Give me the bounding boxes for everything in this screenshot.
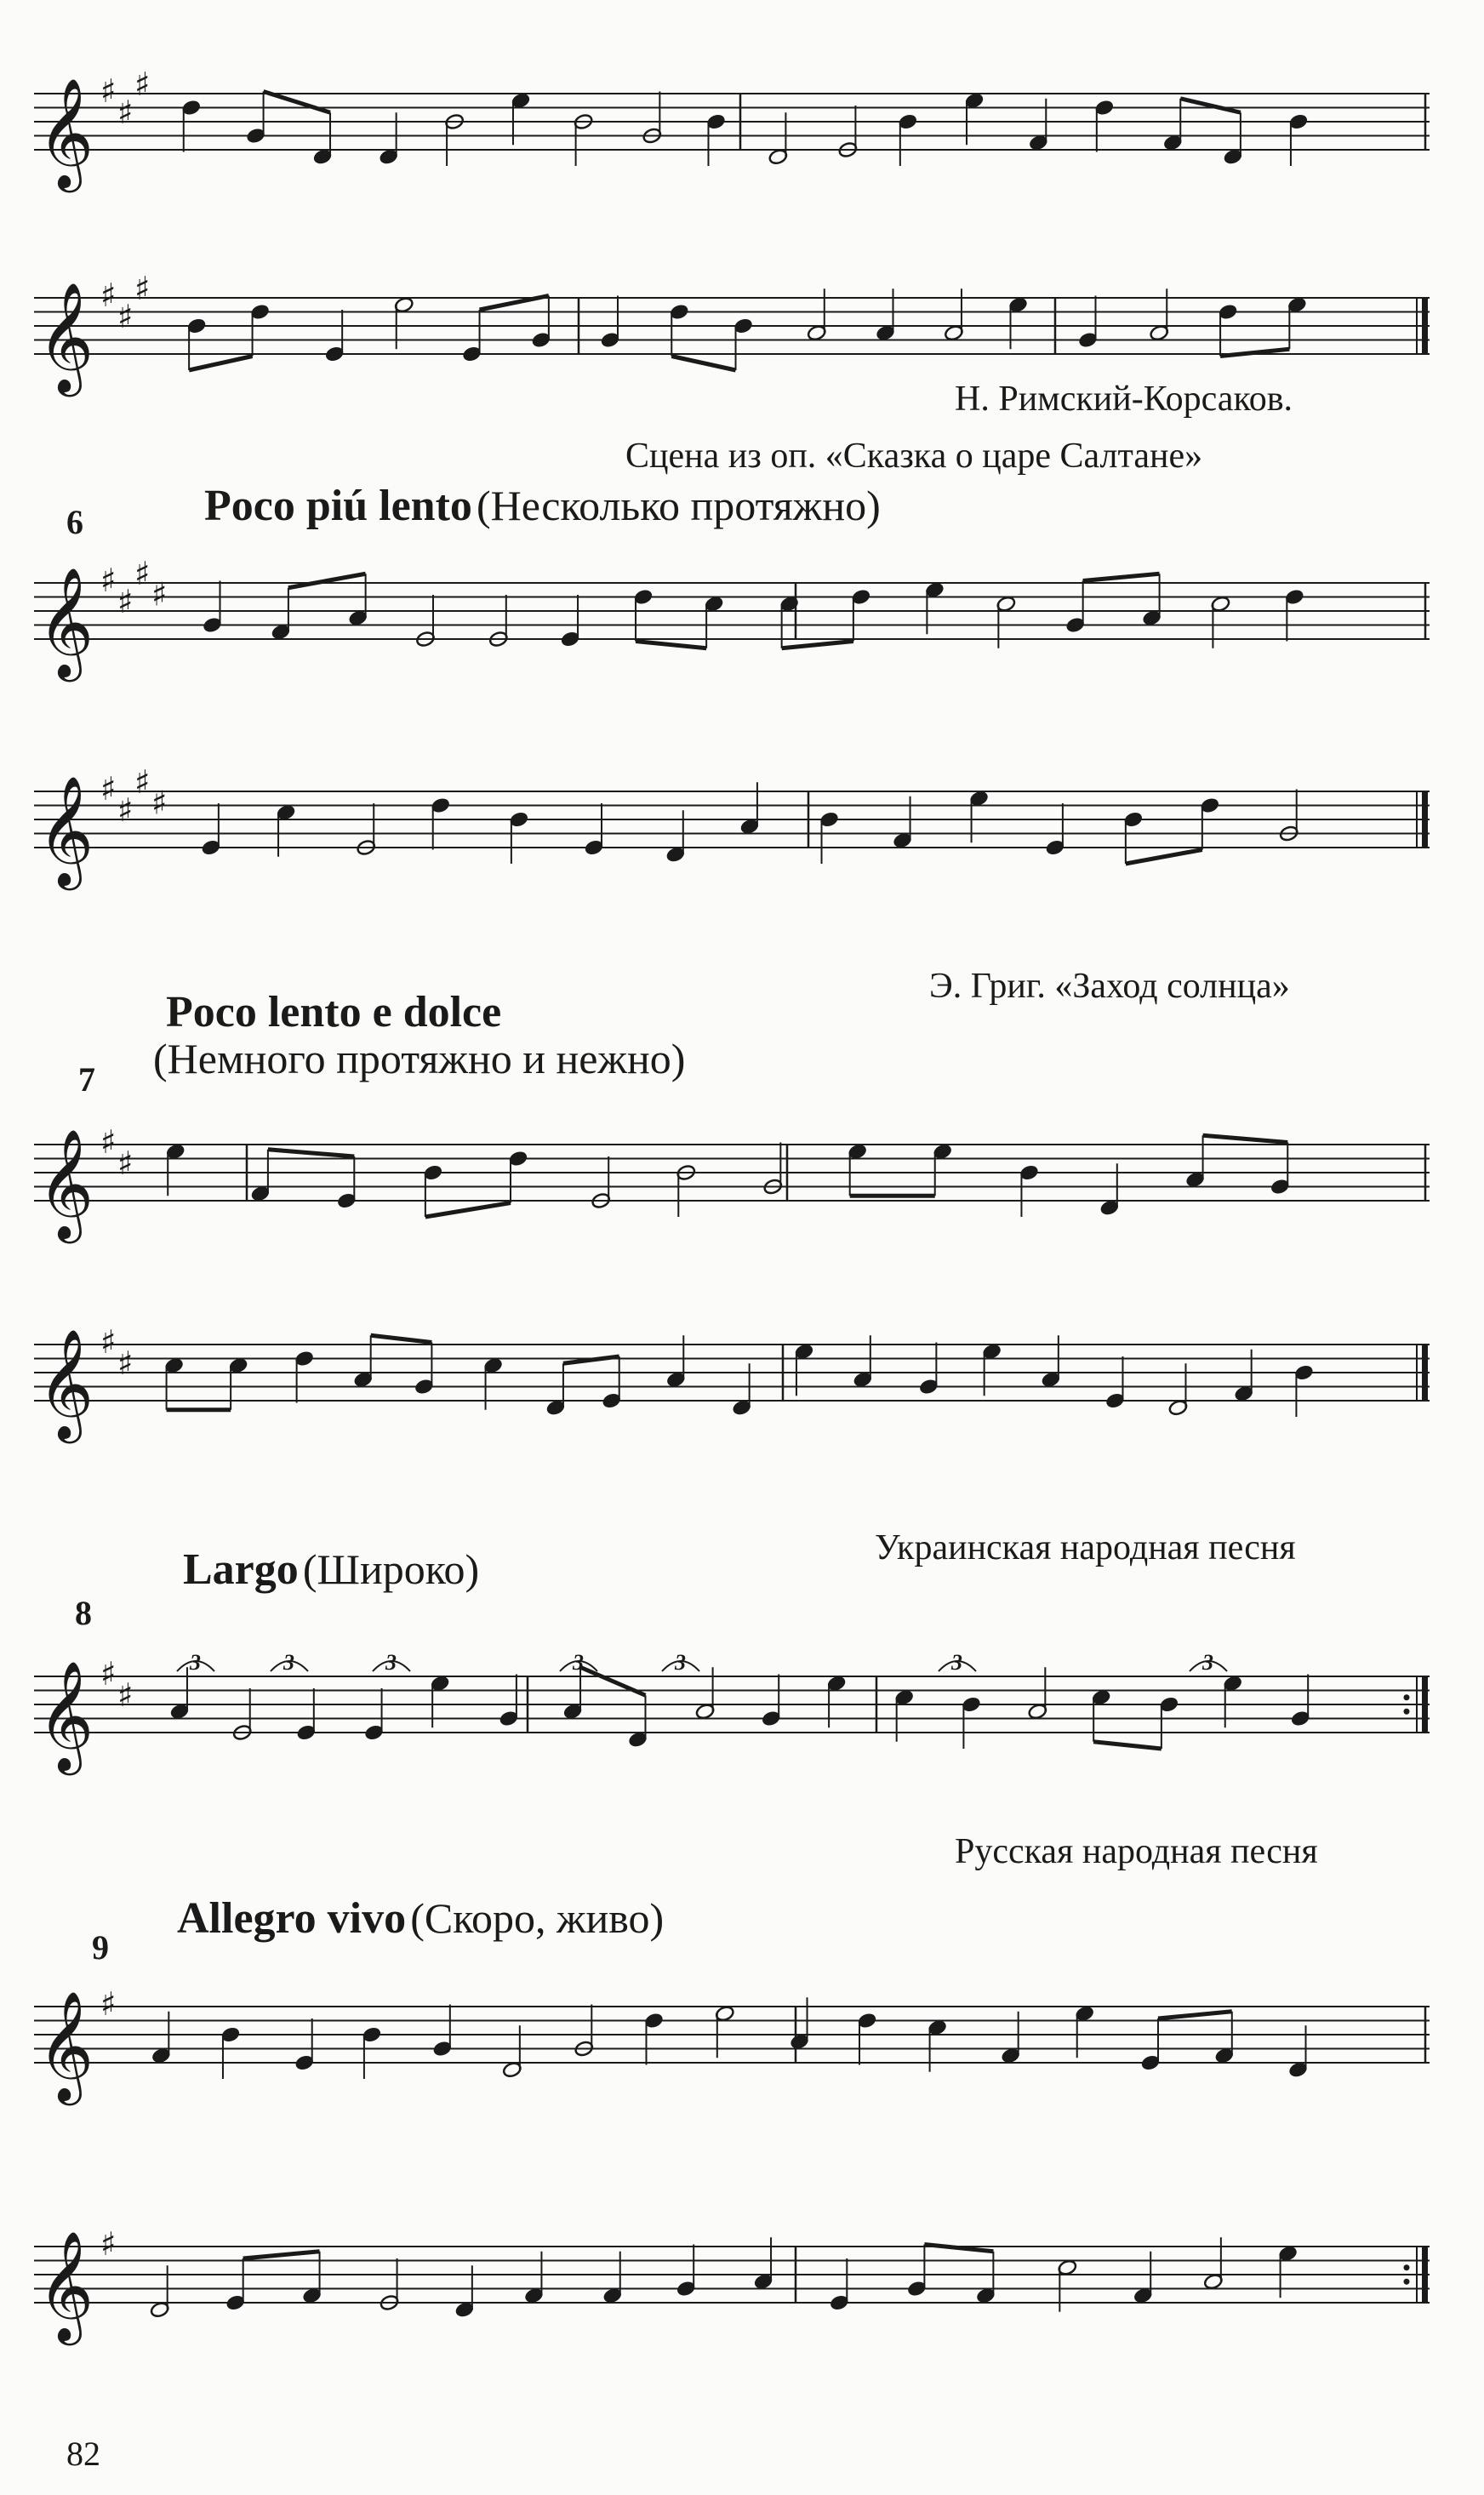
staff-p6-line2 [34,762,1447,886]
sharp-icon: ♯ [117,791,134,829]
note-beam [1180,99,1241,113]
treble-clef-icon: 𝄞 [37,282,94,392]
staff-svg [34,1650,1447,1771]
sharp-icon: ♯ [100,1655,117,1693]
note-beam [371,1335,432,1342]
note-beam [924,2245,993,2252]
staff-p7-line1 [34,1119,1447,1239]
composer-p6: Н. Римский-Корсаков. [955,380,1293,419]
sharp-icon: ♯ [117,582,134,620]
staff-svg [34,762,1447,886]
sharp-icon: ♯ [134,554,151,592]
tempo-line-p8 [183,1544,479,1595]
note-beam [268,1150,354,1156]
sharp-icon: ♯ [151,575,168,614]
composer-p9: Русская народная песня [955,1832,1318,1871]
composer-p7: Э. Григ. «Заход солнца» [929,967,1290,1006]
staff-p8-line1 [34,1650,1447,1771]
treble-clef-icon: 𝄞 [37,1990,94,2101]
barline-icon [1422,1345,1428,1401]
piece-number-p9: 9 [92,1928,109,1967]
repeat-sign-icon [1404,1709,1410,1715]
staff-p5-line1 [34,65,1447,188]
sharp-icon: ♯ [134,269,151,307]
staff-svg [34,1981,1447,2101]
treble-clef-icon: 𝄞 [37,1660,94,1771]
note-beam [1126,850,1202,865]
tempo-line-p6 [204,481,881,531]
tempo-translation-p8: (Широко) [302,1545,480,1593]
barline-icon [1422,791,1428,848]
sharp-icon: ♯ [100,1323,117,1361]
note-beam [264,92,330,113]
tempo-line-p9 [177,1893,664,1944]
treble-clef-icon: 𝄞 [37,1128,94,1239]
treble-clef-icon: 𝄞 [37,1328,94,1439]
sharp-icon: ♯ [117,297,134,335]
sharp-icon: ♯ [134,762,151,801]
note-beam [1220,349,1289,356]
note-beam [1203,1135,1288,1142]
treble-clef-icon: 𝄞 [37,2230,94,2341]
barline-icon [1422,2247,1428,2303]
note-beam [288,574,366,588]
note-beam [563,1356,619,1363]
repeat-sign-icon [1404,2264,1410,2270]
tempo-translation-p6: (Несколько протяжно) [477,482,881,529]
triplet-mark: 3 [951,1650,962,1675]
sharp-icon: ♯ [151,784,168,822]
piece-number-p7: 7 [78,1060,95,1099]
staff-p9-line1 [34,1981,1447,2101]
sharp-icon: ♯ [100,277,117,314]
sharp-icon: ♯ [100,770,117,808]
sharp-icon: ♯ [117,1676,134,1714]
tempo-marking-p8: Largo [183,1545,299,1594]
sharp-icon: ♯ [117,1144,134,1182]
sharp-icon: ♯ [134,65,151,103]
repeat-sign-icon [1404,2279,1410,2285]
page-number: 82 [66,2435,100,2473]
barline-icon [1422,298,1428,354]
sharp-icon: ♯ [100,72,117,110]
triplet-mark: 3 [283,1650,294,1675]
treble-clef-icon: 𝄞 [37,567,94,677]
treble-clef-icon: 𝄞 [37,775,94,886]
note-beam [782,642,853,648]
note-beam [671,357,735,371]
staff-svg [34,1119,1447,1239]
note-beam [1093,1742,1162,1749]
staff-svg [34,1319,1447,1439]
triplet-mark: 3 [190,1650,201,1675]
staff-svg [34,2221,1447,2341]
sharp-icon: ♯ [100,1985,117,2023]
tempo-marking-p7: Poco lento e dolce [166,988,502,1036]
staff-svg [34,269,1447,392]
note-beam [425,1203,511,1218]
note-beam [1158,2012,1232,2018]
triplet-mark: 3 [675,1650,686,1675]
staff-p9-line2 [34,2221,1447,2341]
staff-p5-line2 [34,269,1447,392]
composer-p8: Украинская народная песня [875,1528,1296,1567]
tempo-translation-p7: (Немного протяжно и нежно) [153,1035,686,1082]
staff-svg [34,65,1447,188]
tempo-marking-p6: Poco piú lento [204,482,472,530]
tempo-marking-p9: Allegro vivo [177,1894,407,1943]
triplet-mark: 3 [573,1650,584,1675]
barline-icon [1422,1676,1428,1733]
treble-clef-icon: 𝄞 [37,77,94,188]
note-beam [1083,574,1160,580]
staff-p7-line2 [34,1319,1447,1439]
note-beam [636,642,706,648]
note-beam [243,2252,320,2258]
sharp-icon: ♯ [117,93,134,131]
triplet-mark: 3 [1202,1650,1213,1675]
note-beam [189,357,252,371]
piece-number-p8: 8 [75,1594,92,1632]
work-p6: Сцена из оп. «Сказка о царе Салтане» [625,437,1203,476]
sharp-icon: ♯ [117,1344,134,1382]
triplet-mark: 3 [385,1650,397,1675]
staff-p6-line1 [34,554,1447,677]
staff-svg [34,554,1447,677]
sharp-icon: ♯ [100,1123,117,1161]
piece-number-p6: 6 [66,503,83,541]
repeat-sign-icon [1404,1694,1410,1700]
sharp-icon: ♯ [100,2225,117,2263]
tempo-translation-p9: (Скоро, живо) [410,1894,665,1942]
sharp-icon: ♯ [100,562,117,599]
